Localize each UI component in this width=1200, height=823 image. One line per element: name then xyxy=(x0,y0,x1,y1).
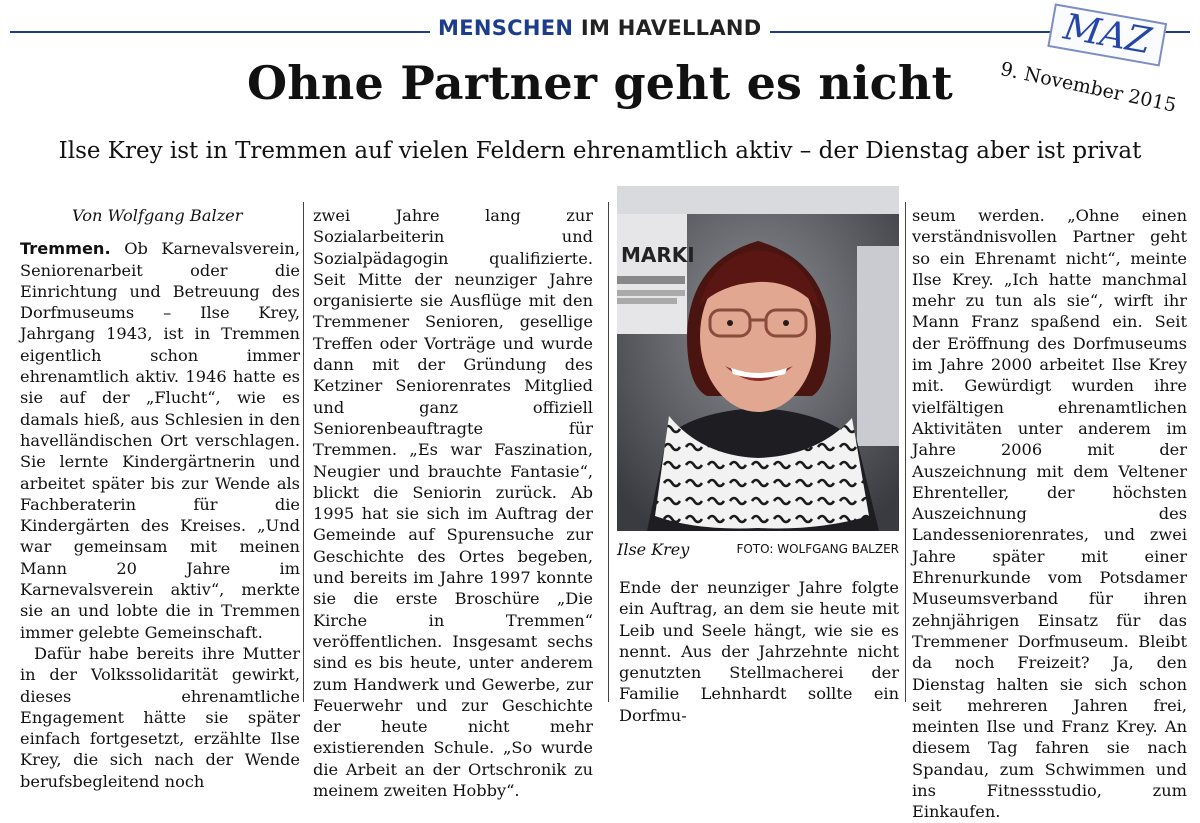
portrait-photo xyxy=(617,186,899,531)
paragraph: Dafür habe bereits ihre Mutter in der Volkssolidarität gewirkt, dieses ehrenamtliche Engagement hätte sie später einfach fortgesetzt, erzählte Ilse Krey, die sich nach der Wende berufsbegleitend noch xyxy=(20,643,300,791)
paragraph: Ende der neunziger Jahre folgte ein Auftrag, an dem sie heute mit Leib und Seele hängt, wie sie es nennt. Aus der Jahrzehnte nicht genutzten Stellmacherei der Familie Lehnhardt sollte ein Dorfmu- xyxy=(619,578,899,725)
caption-name: Ilse Krey xyxy=(617,540,690,559)
paragraph-text: Ob Karnevalsverein, Seniorenarbeit oder die Einrichtung und Betreuung des Dorfmuseums – Ilse Krey, Jahrgang 1943, ist in Tremmen eigentlich schon immer ehrenamtlich aktiv. 1946 hatte es sie auf der „Flucht“, wie es damals hieß, aus Schlesien in den havelländischen Ort verschlagen. Sie lernte Kindergärtnerin und arbeitet später bis zur Wende als Fachberaterin für die Kindergärten des Kreises. „Und war gemeinsam mit meinen Mann 20 Jahre im Karnevalsverein aktiv“, merkte sie an und lobte die in Tremmen immer gelebte Gemeinschaft. xyxy=(20,239,300,642)
article-column-2 xyxy=(313,205,593,801)
photo-credit: FOTO: WOLFGANG BALZER xyxy=(736,542,899,556)
article-column-4 xyxy=(912,205,1187,823)
source-logo: MAZ xyxy=(1047,3,1167,66)
column-divider xyxy=(905,202,906,702)
section-label xyxy=(430,16,770,40)
byline: Von Wolfgang Balzer xyxy=(72,206,243,225)
section-label-part2: IM HAVELLAND xyxy=(580,16,762,40)
subheadline: Ilse Krey ist in Tremmen auf vielen Feldern ehrenamtlich aktiv – der Dienstag aber ist privat xyxy=(58,138,1142,164)
column-divider xyxy=(303,202,304,702)
article-column-1 xyxy=(20,205,300,792)
column-divider xyxy=(608,202,609,702)
portrait-illustration xyxy=(617,186,899,531)
paragraph xyxy=(20,238,300,643)
photo-caption xyxy=(617,540,899,559)
background-sign-text: MARKI xyxy=(621,243,695,267)
paragraph: zwei Jahre lang zur Sozialarbeiterin und Sozialpädagogin qualifizierte. Seit Mitte der neunziger Jahre organisierte sie Ausflüge mit den Tremmener Senioren, gesellige Treffen oder Vorträge und wurde dann mit der Gründung des Ketziner Seniorenrates Mitglied und ganz offiziell Seniorenbeauftragte für Tremmen. „Es war Faszination, Neugier und brauchte Fantasie“, blickt die Seniorin zurück. Ab 1995 hat sie sich im Auftrag der Gemeinde auf Spurensuche zur Geschichte des Ortes begeben, und bereits im Jahre 1997 konnte sie die erste Broschüre „Die Kirche in Tremmen“ veröffentlichen. Insgesamt sechs sind es bis heute, unter anderem zum Handwerk und Gewerbe, zur Feuerwehr und zur Geschichte der heute nicht mehr existierenden Schule. „So wurde die Arbeit an der Ortschronik zu meinem zweiten Hobby“. xyxy=(313,206,593,801)
section-label-part1: MENSCHEN xyxy=(438,16,574,40)
dateline: Tremmen. xyxy=(20,239,111,259)
article-column-3 xyxy=(619,577,899,726)
paragraph: seum werden. „Ohne einen verständnisvollen Partner geht so ein Ehrenamt nicht“, meinte Ilse Krey. „Ich hatte manchmal mehr zu tun als sie“, wirft ihr Mann Franz spaßend ein. Seit der Eröffnung des Dorfmuseums im Jahre 2000 arbeitet Ilse Krey mit. Gewürdigt wurden ihre vielfältigen ehrenamtlichen Aktivitäten unter anderem im Jahre 2006 mit der Auszeichnung mit dem Veltener Ehrenteller, der höchsten Auszeichnung des Landesseniorenrates, und zwei Jahre später mit einer Ehrenurkunde vom Potsdamer Museumsverband für ihren zehnjährigen Einsatz für das Tremmener Dorfmuseum. Bleibt da noch Freizeit? Ja, den Dienstag halten sie sich schon seit mehreren Jahren frei, meinten Ilse und Franz Krey. An diesem Tag fahren sie nach Spandau, zum Schwimmen und ins Fitnessstudio, zum Einkaufen. xyxy=(912,206,1187,822)
headline: Ohne Partner geht es nicht xyxy=(247,56,953,110)
publication-date: 9. November 2015 xyxy=(998,58,1179,117)
